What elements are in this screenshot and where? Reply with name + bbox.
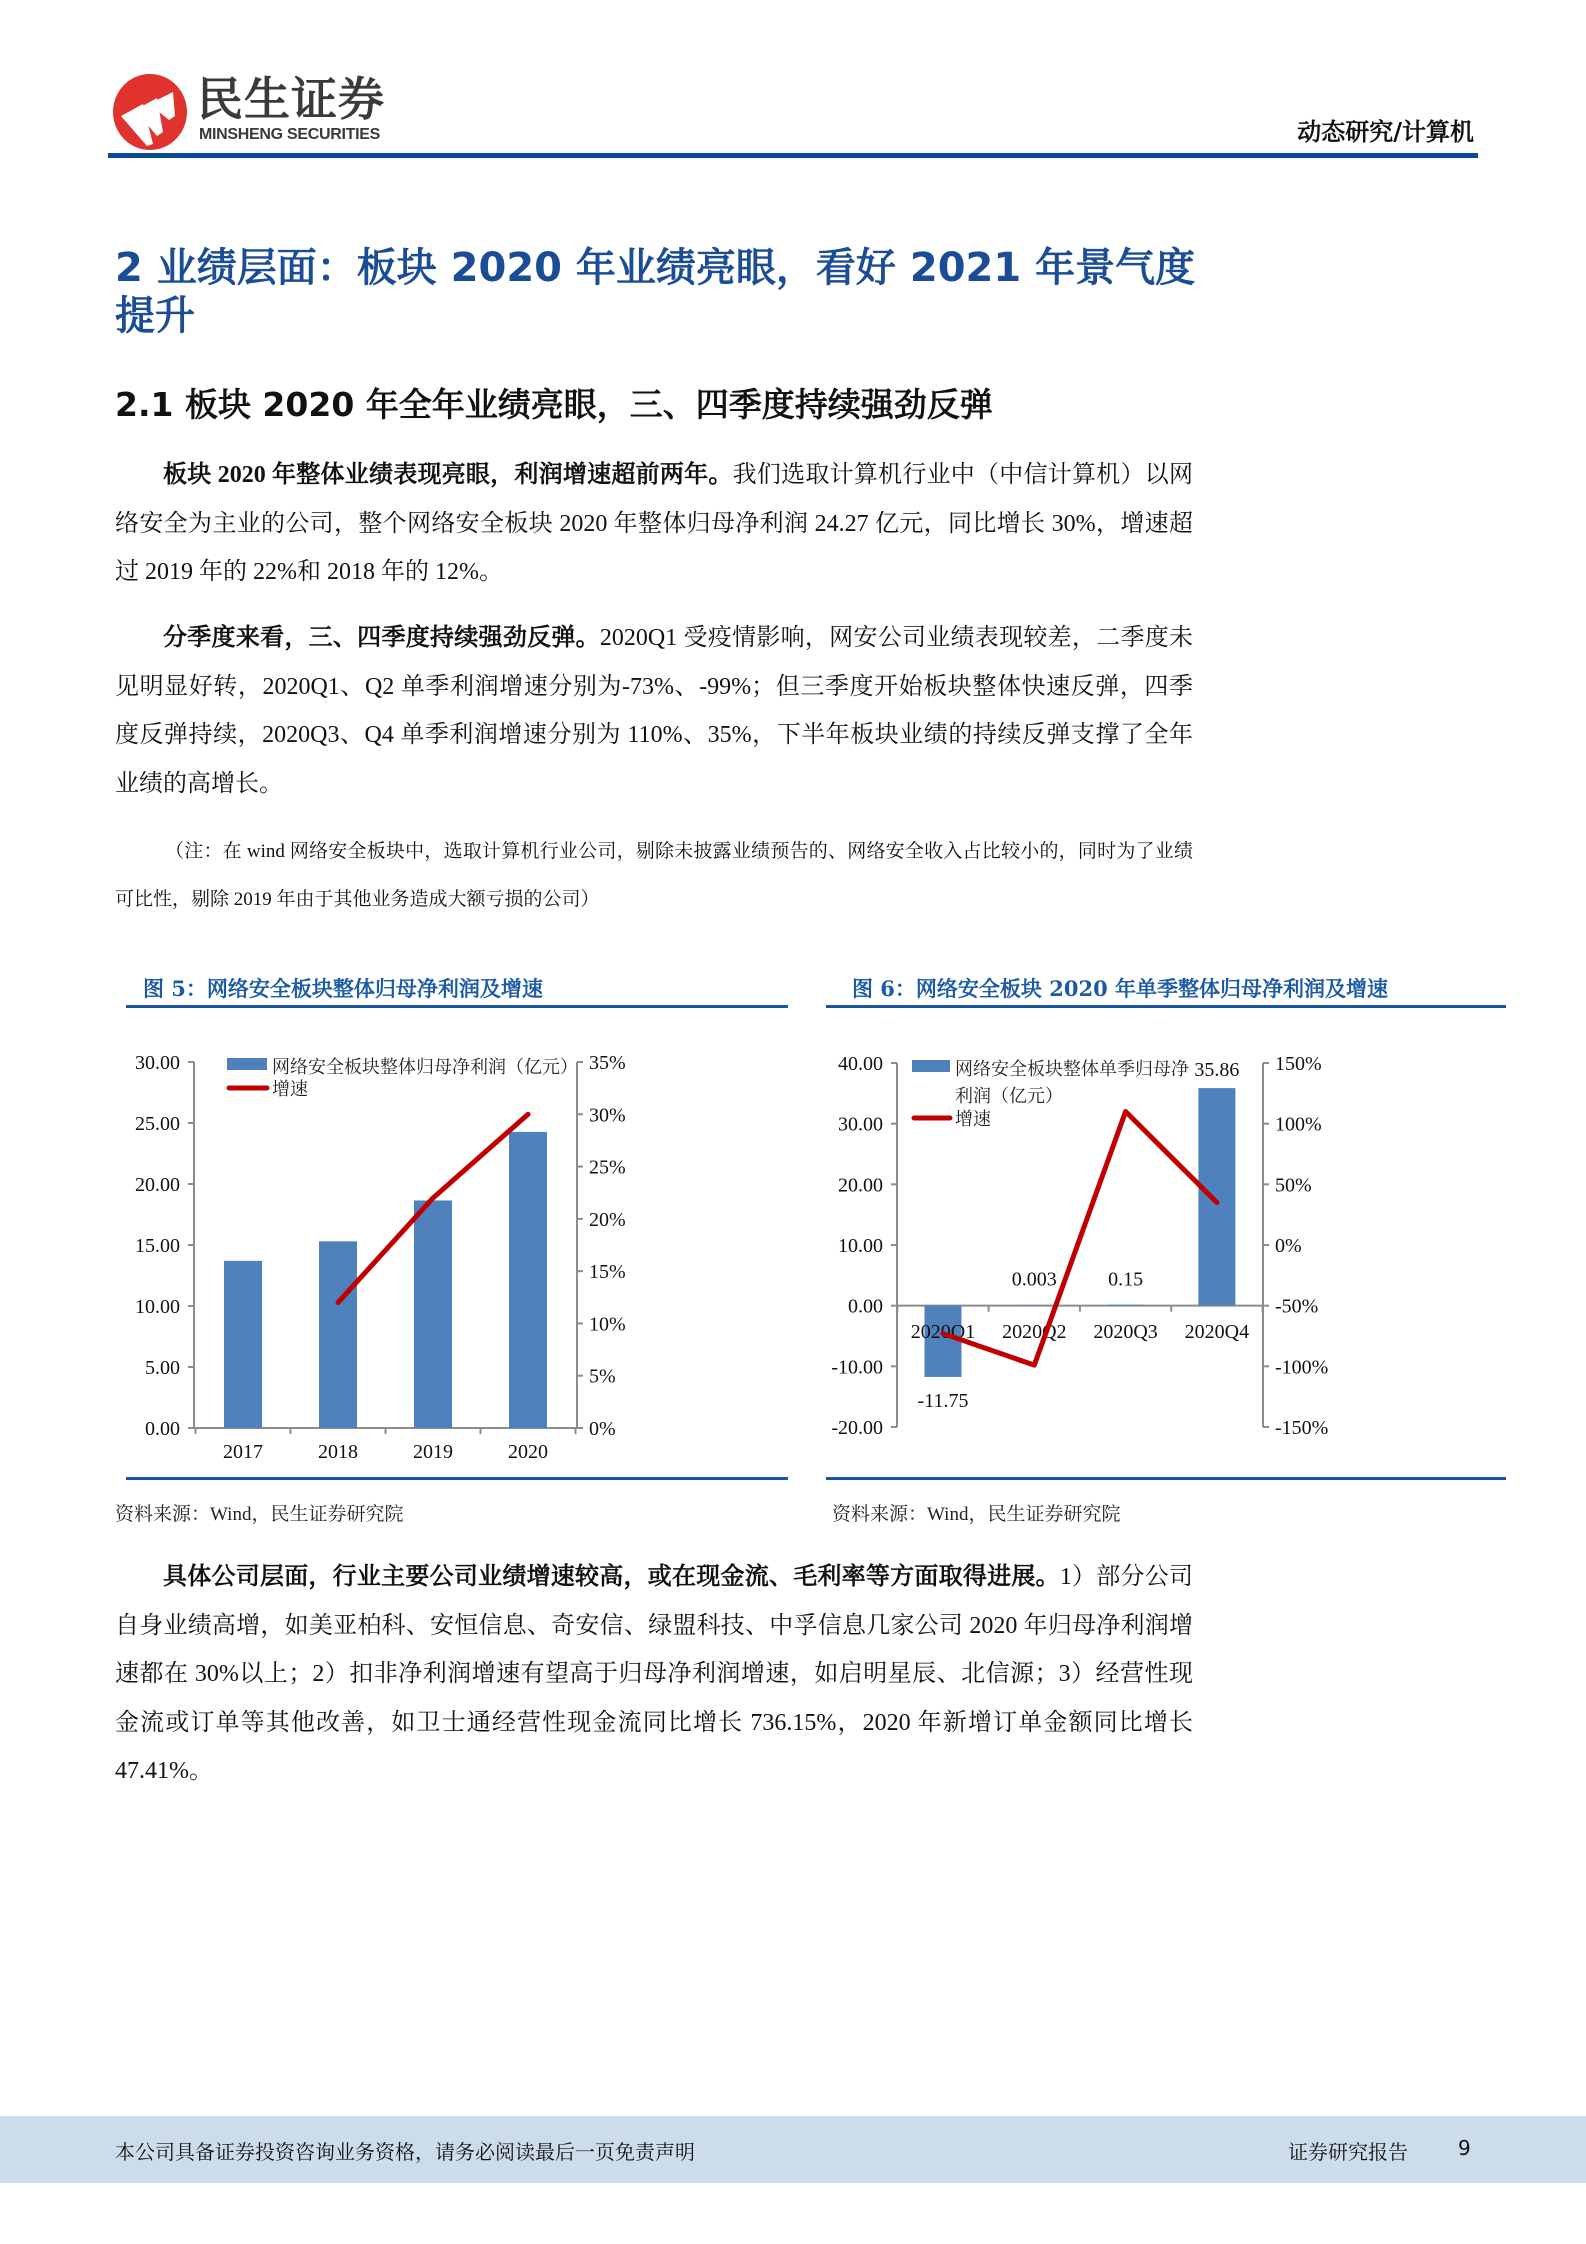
right-tick-label: 30% (589, 1104, 626, 1127)
data-label: 35.86 (1194, 1059, 1240, 1082)
bar-2020Q2 (1016, 1306, 1053, 1307)
paragraph-lead: 板块 2020 年整体业绩表现亮眼，利润增速超前两年。 (163, 462, 733, 488)
paragraph-body: 我们选取计算机行业中（中信计算机）以网络安全为主业的公司，整个网络安全板块 2020 年整体归母净利润 24.27 亿元，同比增长 30%，增速超过 2019 年的 22%和 2018 年的 12%。 (115, 462, 1193, 585)
figure-5-top-rule (126, 1005, 788, 1008)
x-tick-label: 2020Q2 (1002, 1321, 1067, 1343)
report-category: 动态研究/计算机 (1297, 117, 1474, 146)
legend-bar-swatch (227, 1058, 267, 1070)
x-tick-label: 2020 (508, 1441, 548, 1463)
left-tick-label: 0.00 (145, 1418, 180, 1440)
bar-2020 (509, 1132, 547, 1428)
right-tick-label: -150% (1275, 1417, 1329, 1439)
data-label: 0.003 (1011, 1268, 1057, 1291)
right-tick-label: 5% (589, 1365, 616, 1388)
left-tick-label: 30.00 (838, 1113, 883, 1136)
subsection-heading: 2.1 板块 2020 年全年业绩亮眼，三、四季度持续强劲反弹 (115, 385, 993, 424)
figure-6-source: 资料来源：Wind，民生证券研究院 (832, 1504, 1121, 1525)
page-number: 9 (1458, 2136, 1471, 2160)
legend-bar-label: 网络安全板块整体归母净利润（亿元） (272, 1057, 578, 1077)
right-tick-label: 25% (589, 1156, 626, 1179)
paragraph-lead: 具体公司层面，行业主要公司业绩增速较高，或在现金流、毛利率等方面取得进展。 (163, 1564, 1060, 1590)
paragraph-quarterly-performance (115, 614, 1193, 808)
bar-2018 (319, 1241, 357, 1428)
left-tick-label: 5.00 (145, 1357, 180, 1379)
figure-5-title: 图 5：网络安全板块整体归母净利润及增速 (143, 976, 543, 1001)
x-tick-label: 2020Q3 (1093, 1321, 1158, 1343)
paragraph-lead: 分季度来看，三、四季度持续强劲反弹。 (163, 625, 600, 651)
growth-line (943, 1112, 1217, 1366)
figure-6-title: 图 6：网络安全板块 2020 年单季整体归母净利润及增速 (852, 976, 1388, 1001)
figure-6-top-rule (826, 1005, 1506, 1008)
logo-text-en: MINSHENG SECURITIES (199, 126, 380, 143)
bar-2020Q3 (1107, 1305, 1144, 1306)
left-tick-label: 0.00 (848, 1295, 883, 1318)
x-tick-label: 2017 (223, 1441, 263, 1463)
figure-6-chart (820, 1020, 1520, 1470)
bar-2019 (414, 1200, 452, 1428)
footer-doc-type: 证券研究报告 (1288, 2140, 1408, 2164)
right-tick-label: -100% (1275, 1356, 1329, 1379)
left-tick-label: 40.00 (838, 1053, 883, 1075)
legend-bar-label: 网络安全板块整体单季归母净 (955, 1059, 1189, 1079)
left-tick-label: 10.00 (135, 1296, 180, 1318)
left-tick-label: 10.00 (838, 1235, 883, 1257)
right-tick-label: 0% (1275, 1235, 1302, 1257)
logo-text-cn: 民生证券 (197, 72, 385, 126)
data-label: 0.15 (1108, 1268, 1144, 1291)
bar-2017 (224, 1261, 262, 1428)
methodology-note: （注：在 wind 网络安全板块中，选取计算机行业公司，剔除未披露业绩预告的、网络安全收入占比较小的，同时为了业绩可比性，剔除 2019 年由于其他业务造成大额亏损的公司） (115, 841, 1193, 910)
right-tick-label: 35% (589, 1052, 626, 1074)
right-tick-label: 20% (589, 1208, 626, 1231)
left-tick-label: 20.00 (838, 1174, 883, 1197)
right-tick-label: 50% (1275, 1174, 1312, 1197)
page-footer (0, 2116, 1586, 2183)
right-tick-label: -50% (1275, 1295, 1319, 1318)
right-tick-label: 15% (589, 1261, 626, 1284)
right-tick-label: 150% (1275, 1053, 1322, 1075)
x-tick-label: 2020Q1 (910, 1321, 976, 1343)
left-tick-label: -20.00 (831, 1417, 883, 1439)
right-tick-label: 10% (589, 1313, 626, 1336)
legend-bar-label: 利润（亿元） (955, 1086, 1063, 1106)
bar-2020Q4 (1198, 1088, 1235, 1306)
right-tick-label: 100% (1275, 1113, 1322, 1136)
left-tick-label: 20.00 (135, 1174, 180, 1196)
section-heading: 2 业绩层面：板块 2020 年业绩亮眼，看好 2021 年景气度提升 (115, 245, 1196, 339)
legend-line-label: 增速 (272, 1079, 308, 1099)
logo-emblem-icon (113, 74, 187, 150)
paragraph-body: 1）部分公司自身业绩高增，如美亚柏科、安恒信息、奇安信、绿盟科技、中孚信息几家公司 2020 年归母净利润增速都在 30%以上；2）扣非净利润增速有望高于归母净利润增速，如启明星辰、北信源；3）经营性现金流或订单等其他改善，如卫士通经营性现金流同比增长 736.15%，2020 年新增订单金额同比增长 47.41%。 (115, 1564, 1194, 1784)
right-tick-label: 0% (589, 1418, 616, 1440)
x-tick-label: 2020Q4 (1184, 1321, 1250, 1343)
figure-5-bottom-rule (126, 1477, 788, 1480)
paragraph-annual-performance (115, 451, 1193, 597)
figure-5-source: 资料来源：Wind，民生证券研究院 (115, 1504, 404, 1525)
left-tick-label: 30.00 (135, 1052, 180, 1074)
minsheng-logo (113, 72, 403, 152)
paragraph-company-level (115, 1553, 1193, 1796)
legend-line-label: 增速 (955, 1109, 991, 1129)
left-tick-label: -10.00 (831, 1356, 883, 1379)
left-tick-label: 15.00 (135, 1235, 180, 1257)
x-tick-label: 2018 (318, 1441, 358, 1463)
data-label: -11.75 (917, 1389, 969, 1412)
figure-5-chart (120, 1020, 800, 1470)
header-divider (108, 153, 1478, 158)
left-tick-label: 25.00 (135, 1113, 180, 1135)
footer-disclaimer: 本公司具备证券投资咨询业务资格，请务必阅读最后一页免责声明 (115, 2140, 695, 2164)
x-tick-label: 2019 (413, 1441, 453, 1463)
paragraph-body: 2020Q1 受疫情影响，网安公司业绩表现较差，二季度未见明显好转，2020Q1、Q2 单季利润增速分别为-73%、-99%；但三季度开始板块整体快速反弹，四季度反弹持续，2020Q3、Q4 单季利润增速分别为 110%、35%，下半年板块业绩的持续反弹支撑了全年业绩的高增长。 (115, 625, 1193, 797)
legend-bar-swatch (912, 1060, 950, 1072)
figure-6-bottom-rule (826, 1477, 1506, 1480)
